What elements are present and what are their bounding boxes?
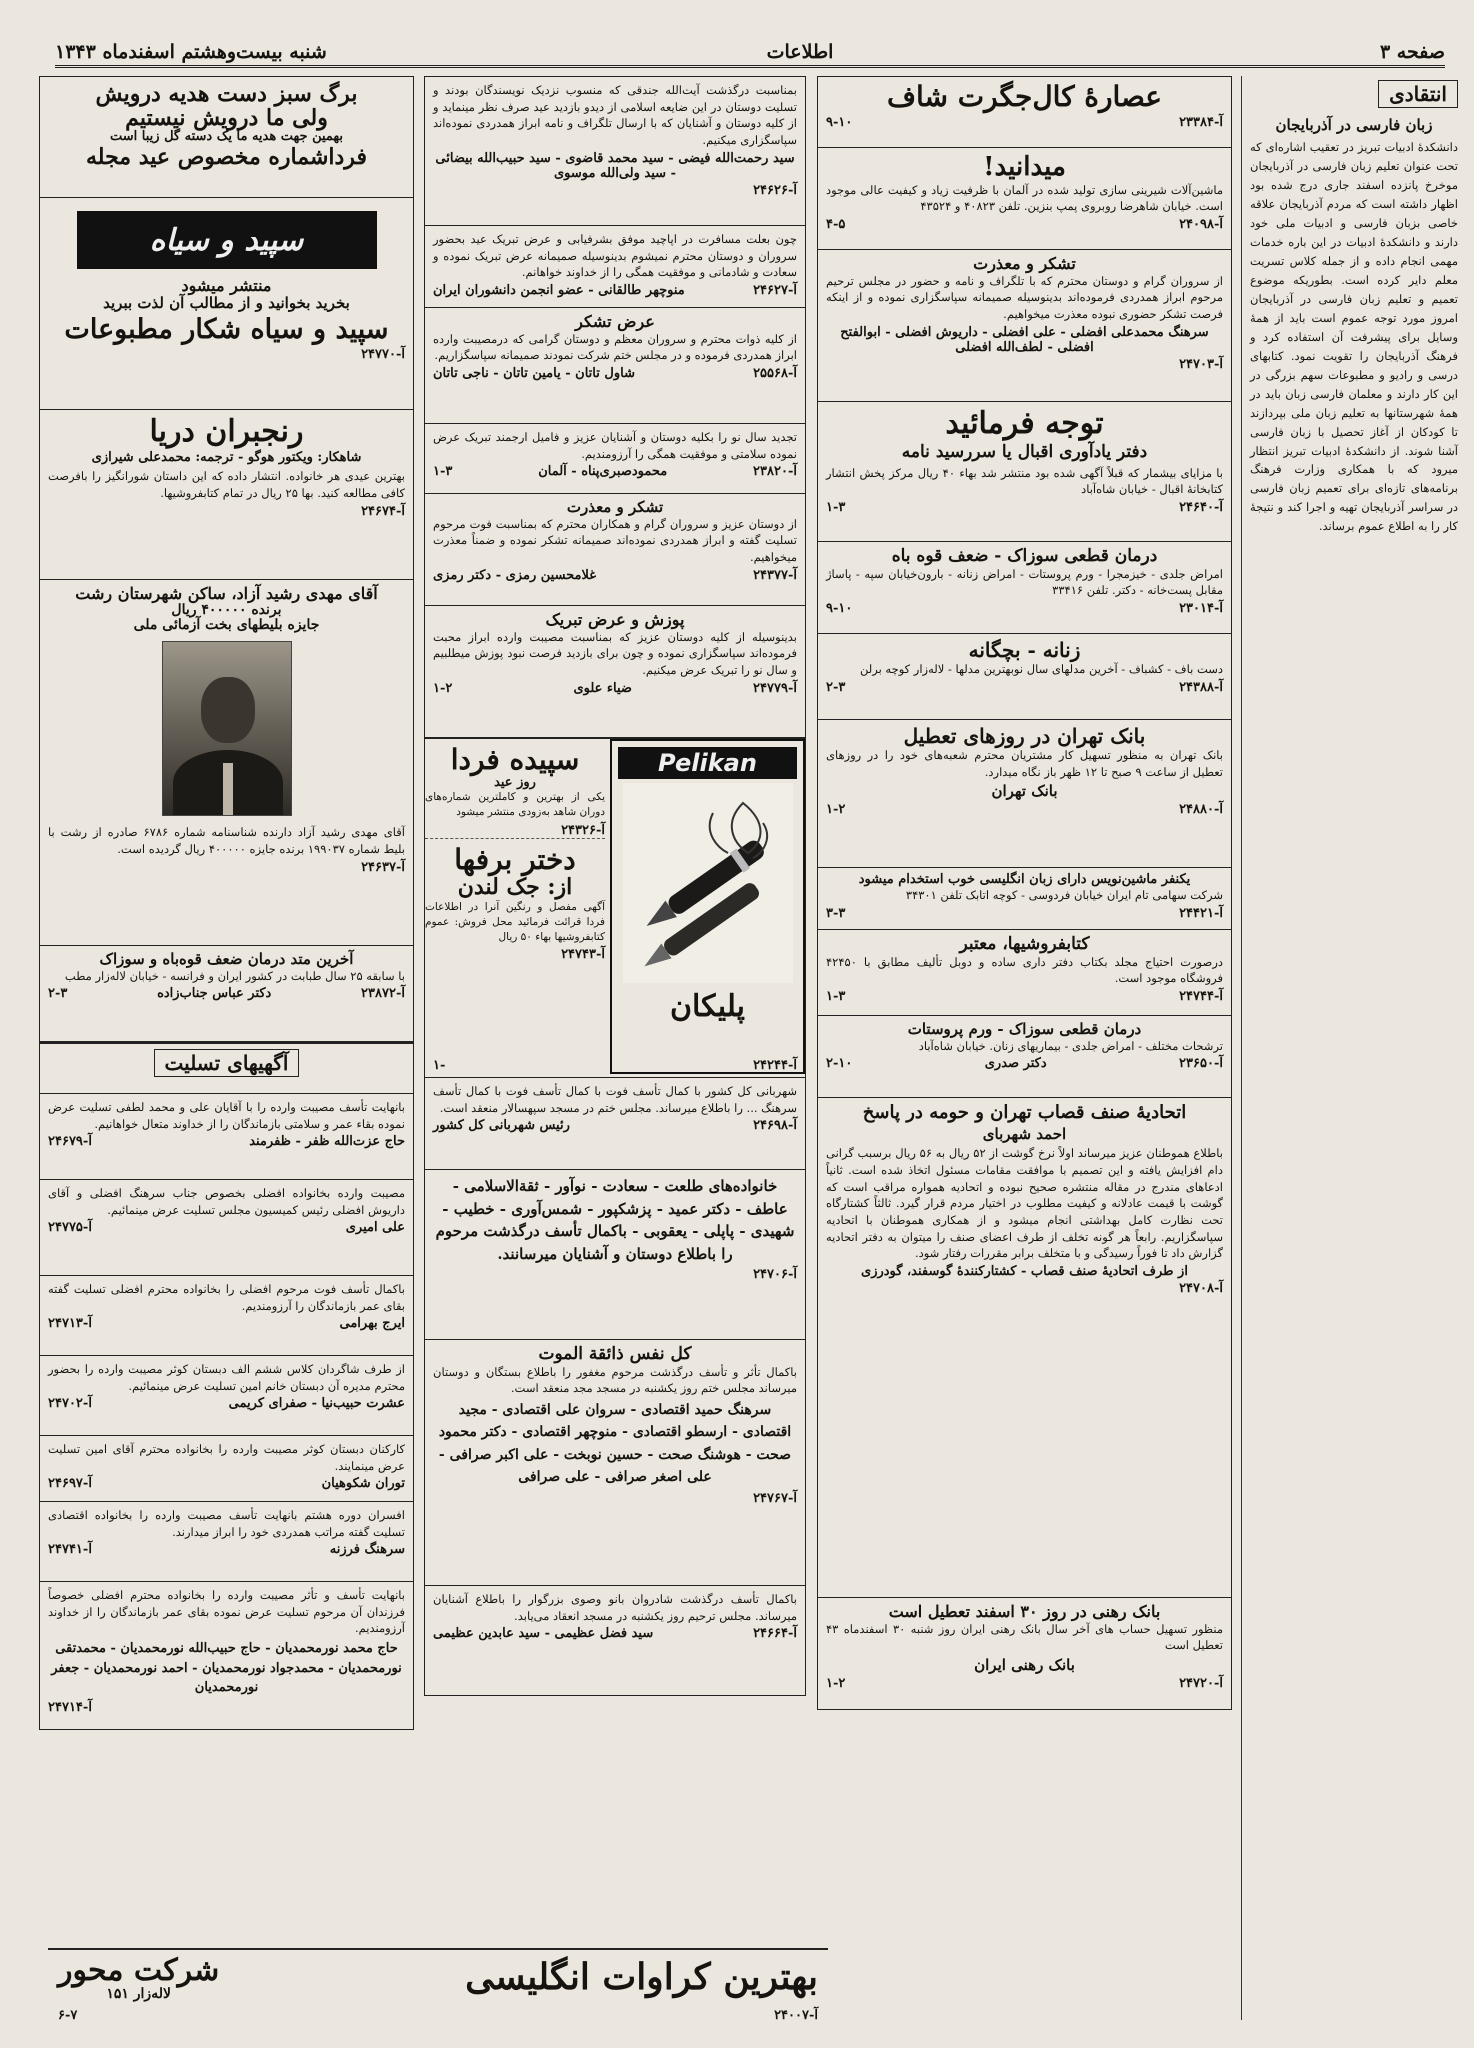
condolence-text: بانهایت تأسف و تأثر مصیبت وارده را بخانواده محترم افضلی خصوصاً فرزندان آن مرحوم تسلیت عرض نموده بقای عمر بازماندگان را از خداوند آرزومندیم. (48, 1588, 405, 1636)
notice-text: بمناسبت درگذشت آیت‌الله جندقی که منسوب نزدیک نویسندگان بودند و تسلیت دوستان در این ضایعه اسلامی از دیدو بازدید عید صرف نظر مینماید و از کلیه دوستان و آشنایان که با ارسال تلگراف و نامه ابراز همدردی نموده‌اند سپاسگزاری میکنیم. (433, 83, 797, 148)
ad-signature: بانک تهران (991, 782, 1058, 801)
notice-text: از دوستان عزیز و سروران گرام و همکاران محترم که بمناسبت فوت مرحوم تسلیت گفته و ابراز همدردی نموده‌اند صمیمانه تشکر نموده و ضمناً معذرت میخواهیم. (433, 516, 797, 564)
ad-text: با مزایای بیشمار که قبلاً آگهی شده بود منتشر شد بهاء ۴۰ ریال مرکز پخش انتشار کتابخانهٔ اقبال - خیابان شاه‌آباد (826, 465, 1224, 497)
condolence-6 (39, 1502, 414, 1582)
tie-ad-code: ۶-۷ (58, 2008, 78, 2024)
ad-title: تشکر و معذرت (973, 254, 1076, 273)
ad-phone: آ-۲۴۷۴۳ (561, 947, 605, 963)
notice-phone: آ-۲۴۷۶۷ (753, 1490, 797, 1506)
condolence-text: از طرف شاگردان کلاس ششم الف دبستان کوثر مصیبت وارده را بحضور محترم مدیره آن دبستان خانم امین تسلیت عرض مینمائیم. (48, 1362, 405, 1393)
ad-signature: دکتر صدری (984, 1056, 1047, 1072)
ad-text: امراض جلدی - خیزمجرا - ورم پروستات - امراض زنانه - بارون‌خیابان سپه - پاساژ مقابل پست‌خانه - دکتر. تلفن ۳۳۴۱۶ (826, 566, 1223, 598)
pelikan-ad (610, 739, 805, 1074)
tie-ad-title: بهترین کراوات انگلیسی (465, 1956, 818, 1999)
ad-code: ۱-۲ (826, 1675, 846, 1691)
ad-text: ترشحات مختلف - امراض جلدی - بیماریهای زنان. خیابان شاه‌آباد (918, 1038, 1223, 1053)
ad-code: ۲-۱۰ (826, 1056, 853, 1072)
notice-pardon (424, 606, 806, 738)
notice-phone: آ-۲۴۳۷۷ (753, 567, 797, 583)
ad-title: آخرین متد درمان ضعف قوه‌باه و سوزاک (99, 950, 354, 968)
ad-code: ۱- (433, 1058, 446, 1073)
ad-subtitle: دفتر یادآوری اقبال یا سررسید نامه (901, 442, 1148, 462)
magazine-logo: سپید و سیاه (77, 211, 377, 269)
condolence-7 (39, 1582, 414, 1730)
ad-line: برگ سبز دست هدیه درویش (95, 81, 358, 107)
tie-ad-phone: آ-۲۴۰۰۷ (774, 2008, 818, 2024)
ads-column-b (817, 76, 1232, 2020)
ad-lottery (39, 580, 414, 946)
ad-phone: آ-۲۳۳۸۴ (1179, 114, 1223, 130)
ad-title: آقای مهدی رشید آزاد، ساکن شهرستان رشت (75, 584, 378, 603)
ad-subtitle: جایزه بلیطهای بخت آزمائی ملی (133, 616, 320, 633)
condolence-signature: حاج عزت‌الله ظفر - ظفرمند (249, 1134, 405, 1150)
ad-phone: آ-۲۳۶۵۰ (1179, 1056, 1223, 1072)
notice-signature: سید فضل عظیمی - سید عابدین عظیمی (433, 1626, 654, 1642)
ad-phone: آ-۲۴۲۴۴ (753, 1058, 797, 1073)
editorial-column (1241, 76, 1466, 2020)
ad-text: منظور تسهیل حساب های آخر سال بانک رهنی ایران روز شنبه ۳۰ اسفندماه ۴۳ تعطیل است (826, 1621, 1223, 1653)
notice-text: از کلیه ذوات محترم و سروران معظم و دوستان گرامی که درمصیبت وارده ابراز همدردی فرموده و در مجلس ختم شرکت نمودند صمیمانه سپاسگزاریم. (433, 331, 797, 363)
ad-code: ۴-۵ (826, 216, 846, 232)
ad-phone: آ-۲۴۴۲۱ (1179, 905, 1223, 921)
notice-title: کل نفس ذائقة الموت (538, 1344, 692, 1364)
notice-families (424, 1170, 806, 1340)
ad-text: با سابقه ۲۵ سال طبابت در کشور ایران و فرانسه - خیابان لاله‌زار مطب (64, 968, 405, 983)
ad-signature: از طرف اتحادیهٔ صنف قصاب - کشتارکنندهٔ گوسفند، گودرزی (861, 1264, 1188, 1279)
ad-title: کتابفروشیها، معتبر (959, 934, 1090, 954)
ad-text: بهترین عیدی هر خانواده. انتشار داده که این داستان شورانگیز را بافرصت کافی مطالعه کنید. بها ۲۵ ریال در تمام کتابفروشیها. (48, 469, 405, 500)
ad-text: باطلاع هموطنان عزیز میرساند اولاً نرخ گوشت از ۵۲ ریال به ۵۶ ریال برسبب گرانی دام افزایش یافته و این تصمیم با موافقت مقامات مسئول اتخاذ شده است. ثانیاً ادعاهای مندرج در مقاله منتشره صحیح نبوده و اتحادیه همواره مراقب است که گوشت با قیمت عادلانه و کیفیت مطلوب در اختیار مردم قرار گیرد. ثالثاً کشتارگاه تحت نظارت کامل بهداشتی انجام میشود و از همکاری هموطنان با اتحادیه سپاسگزاریم. رابعاً هر گونه تخلف از طرف اعضای صنف را میتوان به دفتر اتحادیه گزارش داد تا فوراً رسیدگی و با متخلف برابر مقررات رفتار شود. (826, 1146, 1223, 1261)
ad-title: سپیده فردا (450, 743, 580, 776)
notice-thanks (424, 308, 806, 424)
notice-signature: سید رحمت‌الله فیضی - سید محمد قاضوی - سید حبیب‌الله بیضائی - سید ولی‌الله موسوی (435, 150, 795, 181)
notice-signature: غلامحسین رمزی - دکتر رمزی (433, 567, 597, 583)
notice-signature: سرهنگ حمید اقتصادی - سروان علی اقتصادی - مجید اقتصادی - ارسطو اقتصادی - منوچهر اقتصادی - دکتر محمود صحت - هوشنگ صحت - حسین نوبخت - علی اکبر صرافی - علی اصغر صرافی - علی صرافی (438, 1402, 792, 1486)
ad-title: رنجبران دریا (149, 414, 304, 449)
ad-line: بهمین جهت هدیه ما یک دسته گل زیبا است (109, 129, 344, 145)
notice-text: تجدید سال نو را بکلیه دوستان و آشنایان عزیز و فامیل ارجمند تبریک عرض نموده سلامتی و موفقیت همگی را آرزومندیم. (433, 430, 797, 461)
ad-code: ۱-۳ (826, 500, 846, 516)
ad-clinic-2 (817, 1016, 1232, 1098)
ad-text: درصورت احتیاج مجلد بکتاب دفتر داری ساده و دوبل تألیف مطابق با ۴۲۴۵۰ فروشگاه موجود است. (826, 954, 1223, 986)
ad-code: ۱-۲ (826, 802, 846, 818)
notice-phone: آ-۲۴۷۰۶ (753, 1267, 797, 1282)
ad-phone: آ-۲۴۷۰۳ (1179, 356, 1223, 372)
tie-ad-company: شرکت محور (58, 1953, 220, 1988)
condolence-phone: آ-۲۴۶۷۹ (48, 1134, 92, 1150)
condolence-phone: آ-۲۴۷۷۵ (48, 1220, 92, 1236)
ad-bank-tehran (817, 720, 1232, 868)
ads-column-d (39, 76, 414, 2020)
notice-phone: آ-۲۳۸۲۰ (753, 464, 797, 480)
condolence-phone: آ-۲۴۷۰۲ (48, 1396, 92, 1412)
notice-text: شهربانی کل کشور با کمال تأسف فوت با کمال تأسف فوت با کمال تأسف سرهنگ ... را باطلاع میرساند. مجلس ختم در مسجد سپهسالار منعقد است. (433, 1084, 797, 1115)
ad-phone: آ-۲۴۷۷۰ (361, 346, 405, 362)
magazine-ads (425, 739, 605, 1074)
notice-kul-nafs (424, 1340, 806, 1586)
ad-line: سپید و سیاه شکار مطبوعات (64, 314, 389, 346)
ad-title: زنانه - بچگانه (968, 638, 1081, 662)
notice-newyear (424, 424, 806, 494)
notice-title: عرض تشکر (575, 312, 655, 331)
ad-phone: آ-۲۴۶۳۷ (361, 859, 405, 875)
ad-title: بانک رهنی در روز ۳۰ اسفند تعطیل است (888, 1602, 1161, 1621)
page-number: صفحه ۳ (1379, 40, 1445, 63)
ad-bookshops (817, 930, 1232, 1016)
ad-line: ولی ما درویش نیستیم (125, 105, 328, 132)
ad-job (817, 868, 1232, 930)
notice-police (424, 1078, 806, 1170)
condolence-text: باکمال تأسف فوت مرحوم افضلی را بخانواده محترم افضلی تسلیت گفته بقای عمر بازماندگان را آرزومندیم. (48, 1282, 405, 1313)
condolence-signature: ایرج بهرامی (339, 1316, 405, 1332)
winner-photo (162, 641, 292, 816)
notice-code: ۱-۲ (433, 680, 453, 696)
ad-code: ۳-۳ (826, 905, 846, 921)
ad-mortgage-bank (817, 1598, 1232, 1710)
ad-subtitle: برنده ۴۰۰۰۰۰ ریال (171, 601, 282, 618)
ad-novel (39, 410, 414, 580)
notice-apology (424, 494, 806, 606)
ad-code: ۹-۱۰ (826, 114, 853, 130)
notice-signature: محمودصبری‌پناه - آلمان (538, 464, 668, 480)
ad-phone: آ-۲۳۸۷۲ (361, 986, 405, 1002)
condolence-signature: عشرت حبیب‌نیا - صفرای کریمی (228, 1396, 405, 1412)
ad-signature: دکتر عباس جناب‌زاده (157, 986, 272, 1002)
ad-title: عصارهٔ کال‌جگرت شاف (886, 80, 1162, 113)
notice-condolence (424, 76, 806, 226)
ad-phone: آ-۲۴۷۲۰ (1179, 1675, 1223, 1691)
ad-phone: آ-۲۴۳۲۶ (561, 822, 605, 838)
notice-phone: آ-۲۴۷۷۹ (753, 680, 797, 696)
ad-title: دختر برفها (454, 842, 576, 876)
notice-signature: منوچهر طالقانی - عضو انجمن دانشوران ایران (433, 283, 685, 299)
condolences-header (39, 1042, 414, 1094)
condolence-5 (39, 1436, 414, 1502)
ad-clinic-d (39, 946, 414, 1042)
condolence-signature: سرهنگ فرزنه (329, 1542, 405, 1558)
condolence-phone: آ-۲۴۷۴۱ (48, 1542, 92, 1558)
issue-date: شنبه بیست‌وهشتم اسفندماه ۱۳۴۳ (55, 40, 327, 63)
ad-knitwear (817, 634, 1232, 720)
ad-subtitle: روز عید (494, 774, 536, 790)
notice-text: باکمال تأسف درگذشت شادروان بانو وصوی بزرگوار را باطلاع آشنایان میرساند. مجلس ترحیم روز یکشنبه در مسجد انعقاد می‌یابد. (433, 1592, 797, 1623)
ad-thanks (817, 250, 1232, 402)
ad-code: ۹-۱۰ (826, 601, 853, 617)
ad-machinery (817, 148, 1232, 250)
newspaper-name: اطلاعات (766, 40, 834, 63)
editorial-body: دانشکدهٔ ادبیات تبریز در تعقیب اشاره‌ای که تحت عنوان تعلیم زبان فارسی در آذربایجان موخرخ پانزده اسفند جاری درج شده بود اظهار داشته است که مردم آذربایجان علاقه خاصی بزبان فارسی و ادبیات ملی خود دارند و دانشکدهٔ ادبیات در این باره خدمات مهمی انجام داده و از جمله کلاس تسریت معلم دایر کرده است. بطوریکه موضوع تعمیم و تعلیم زبان فارسی در آذربایجان امروز مورد توجه عموم است باید از همهٔ وسایل برای پیشرفت آن استفاده کرد و فرهنگ آذربایجان را تقویت نمود. کتابهای درسی و رادیو و مطبوعات سهم بزرگی در این کار دارند و معلمان فارسی زبان باید در همهٔ شهرستانها به تعلیم زبان ملی بپردازند تا کودکان از آغاز تحصیل با زبان فارسی آشنا شوند. از دانشکدهٔ ادبیات تبریز انتظار میرود که با همکاری وزارت فرهنگ برنامه‌های تازه‌ای برای تعمیم زبان فارسی در سراسر آذربایجان تهیه و اجرا کند و نتیجهٔ کار را به اطلاع عموم برساند. (1250, 140, 1458, 534)
ad-phone: آ-۲۴۳۸۸ (1179, 679, 1223, 695)
ad-title: درمان قطعی سوزاک - ضعف قوه باه (891, 546, 1158, 566)
notice-phone: آ-۲۵۵۶۸ (753, 365, 797, 381)
condolence-3 (39, 1276, 414, 1356)
ad-sepid-siah (39, 198, 414, 410)
ad-phone: آ-۲۳۰۱۴ (1179, 601, 1223, 617)
ad-phone: آ-۲۴۸۸۰ (1179, 802, 1223, 818)
ad-line: منتشر میشود (181, 276, 272, 295)
notice-phone: آ-۲۴۶۶۴ (753, 1626, 797, 1642)
ad-title: بانک تهران در روزهای تعطیل (903, 724, 1146, 748)
condolence-signature: علی امیری (345, 1220, 405, 1236)
ad-clinic (817, 542, 1232, 634)
ad-title: درمان قطعی سوزاک - ورم پروستات (907, 1020, 1142, 1038)
ad-code: ۱-۳ (826, 989, 846, 1005)
ad-text: ماشین‌آلات شیرینی سازی تولید شده در آلمان با ظرفیت زیاد و کیفیت عالی موجود است. خیابان شاهرضا روبروی پمپ بنزین. تلفن ۴۰۸۲۳ و ۴۳۵۲۴ (826, 182, 1223, 214)
section-title: انتقادی (1378, 80, 1458, 108)
photo-caption: آقای مهدی رشید آزاد دارنده شناسنامه شماره ۶۷۸۶ صادره از رشت با بلیط شماره ۱۹۹۰۳۷ برنده جایزه ۴۰۰۰۰۰ ریال گردیده است. (48, 825, 405, 857)
ad-phone: آ-۲۴۰۹۸ (1179, 216, 1223, 232)
ad-code: ۲-۳ (826, 679, 846, 695)
condolence-text: مصیبت وارده بخانواده افضلی بخصوص جناب سرهنگ افضلی و آقای داریوش افضلی رئیس کمیسیون مجلس تسلیت عرض مینمائیم. (48, 1186, 405, 1217)
ads-column-c (424, 76, 806, 2020)
ad-phone: آ-۲۴۶۴۰ (1179, 500, 1223, 516)
ad-code: ۲-۳ (48, 986, 68, 1002)
ad-text: آگهی مفصل و رنگین آنرا در اطلاعات فردا قرائت فرمائید محل فروش: عموم کتابفروشیها بهاء ۵۰ ریال (425, 900, 605, 943)
ad-phone: آ-۲۴۶۷۴ (361, 503, 405, 519)
notice-code: ۱-۳ (433, 464, 453, 480)
pelikan-logo: Pelikan (618, 747, 797, 779)
ad-signature: سرهنگ محمدعلی افضلی - علی افضلی - داریوش افضلی - ابوالفتح افضلی - لطف‌الله افضلی (840, 324, 1209, 355)
ad-text: یکی از بهترین و کاملترین شماره‌های دوران شاهد به‌زودی منتشر میشود (425, 791, 605, 819)
condolence-4 (39, 1356, 414, 1436)
condolence-phone: آ-۲۴۷۱۴ (48, 1699, 92, 1715)
notice-phone: آ-۲۴۶۹۸ (753, 1118, 797, 1134)
condolence-phone: آ-۲۴۶۹۷ (48, 1476, 92, 1492)
notice-text: باکمال تأثر و تأسف درگذشت مرحوم مغفور را باطلاع بستگان و دوستان میرساند مجلس ختم روز یکشنبه در مسجد مجد منعقد است. (433, 1364, 797, 1396)
notice-text: چون بعلت مسافرت در اپاچید موفق بشرفیابی و عرض تبریک عید بحضور سروران و دوستان محترم نمیشوم بدینوسیله صمیمانه عرض تبریک نموده و سعادت و شادمانی و موفقیت همگی را از خداوند خواهانم. (433, 232, 797, 280)
ad-line: بخرید بخوانید و از مطالب آن لذت ببرید (103, 293, 350, 312)
notice-signature: رئیس شهربانی کل کشور (433, 1118, 570, 1134)
notice-phone: آ-۲۴۶۲۷ (753, 283, 797, 299)
notice-text: خانواده‌های طلعت - سعادت - نوآور - ثقة‌الاسلامی - عاطف - دکتر عمید - پزشکپور - شمس‌آوری - خطیب - شهیدی - پاپلی - یعقوبی - باکمال تأسف درگذشت مرحوم را باطلاع دوستان و آشنایان میرسانند. (435, 1177, 795, 1263)
ad-magazine-teaser (39, 76, 414, 198)
ad-phone: آ-۲۴۷۰۸ (1179, 1281, 1223, 1296)
notice-signature: شاول تاتان - یامین تاتان - ناجی تاتان (433, 365, 635, 381)
notice-greeting (424, 226, 806, 308)
condolence-text: افسران دوره هشتم بانهایت تأسف مصیبت وارده را بخانواده اقتصادی تسلیت گفته مراتب همدردی خود را ابراز میدارند. (48, 1508, 405, 1539)
ad-notice (817, 402, 1232, 542)
pelikan-name-fa: پلیکان (669, 989, 746, 1024)
tie-ad-address: لاله‌زار ۱۵۱ (106, 1986, 171, 2002)
condolences-title: آگهیهای تسلیت (154, 1049, 300, 1077)
notice-azimi (424, 1586, 806, 1696)
ad-text: از سروران گرام و دوستان محترم که با تلگراف و نامه و حضور در مجلس ترحیم مرحوم ابراز همدردی فرموده‌اند بدینوسیله صمیمانه سپاسگزاری نموده و از اینکه فرصت تشکر حضوری نبوده معذرت میخواهیم. (826, 273, 1223, 321)
ad-subtitle: احمد شهربای (982, 1124, 1067, 1143)
notice-signature: ضیاء علوی (573, 680, 632, 696)
ad-phone: آ-۲۴۷۴۴ (1179, 989, 1223, 1005)
condolence-1 (39, 1094, 414, 1180)
ad-block-pelikan (424, 738, 806, 1078)
condolence-2 (39, 1180, 414, 1276)
editorial-headline: زبان فارسی در آذربایجان (1275, 116, 1433, 134)
ad-butchers-union (817, 1098, 1232, 1598)
masthead (55, 38, 1445, 68)
condolence-signature: توران شکوهیان (321, 1476, 405, 1492)
ad-title: اتحادیهٔ صنف قصاب تهران و حومه در پاسخ (862, 1102, 1187, 1123)
ad-title: توجه فرمائید (945, 406, 1104, 441)
condolence-text: بانهایت تأسف مصیبت وارده را با آقایان علی و محمد لطفی تسلیت عرض نموده بقاء عمر و سلامتی بازماندگان را از خداوند متعال خواهانیم. (48, 1100, 405, 1131)
ad-text: شرکت سهامی تام ایران خیابان فردوسی - کوچه اتابک تلفن ۳۴۳۰۱ (905, 888, 1223, 903)
pen-illustration (623, 783, 793, 983)
condolence-signature: حاج محمد نورمحمدیان - حاج حبیب‌الله نورمحمدیان - محمدتقی نورمحمدیان - محمدجواد نورمحمدیان - احمد نورمحمدیان - جعفر نورمحمدیان (51, 1641, 402, 1696)
ad-extract (817, 76, 1232, 148)
ad-title: یکنفر ماشین‌نویس دارای زبان انگلیسی خوب استخدام میشود (858, 872, 1191, 887)
ad-line: فرداشماره مخصوص عید مجله (86, 143, 367, 170)
ad-title: میدانید! (983, 152, 1066, 182)
ad-subtitle: از: جک لندن (457, 874, 573, 901)
notice-text: بدینوسیله از کلیه دوستان عزیز که بمناسبت مصیبت وارده ابراز محبت فرموده‌اند سپاسگزاری نموده و چون برای بازدید فرصت نبود پوزش میطلبیم و سال نو را تبریک عرض میکنیم. (433, 629, 797, 677)
ad-author: شاهکار: ویکتور هوگو - ترجمه: محمدعلی شیرازی (91, 450, 362, 465)
condolence-phone: آ-۲۴۷۱۳ (48, 1316, 92, 1332)
tie-ad (48, 1948, 828, 2030)
notice-title: پوزش و عرض تبریک (545, 610, 685, 629)
notice-phone: آ-۲۴۶۲۶ (753, 182, 797, 198)
ad-signature: بانک رهنی ایران (974, 1655, 1075, 1674)
ad-text: دست باف - کشباف - ‌آخرین مدلهای سال نوبهترین مدلها - لاله‌زار کوچه برلن (859, 662, 1223, 676)
notice-title: تشکر و معذرت (566, 498, 664, 516)
ad-text: بانک تهران به منظور تسهیل کار مشتریان محترم شعبه‌های خود را در روزهای تعطیل از ساعت ۹ صبح تا ۱۲ ظهر باز نگاه میدارد. (826, 748, 1223, 779)
condolence-text: کارکنان دبستان کوثر مصیبت وارده را بخانواده محترم آقای امین تسلیت عرض مینمایند. (48, 1442, 405, 1473)
